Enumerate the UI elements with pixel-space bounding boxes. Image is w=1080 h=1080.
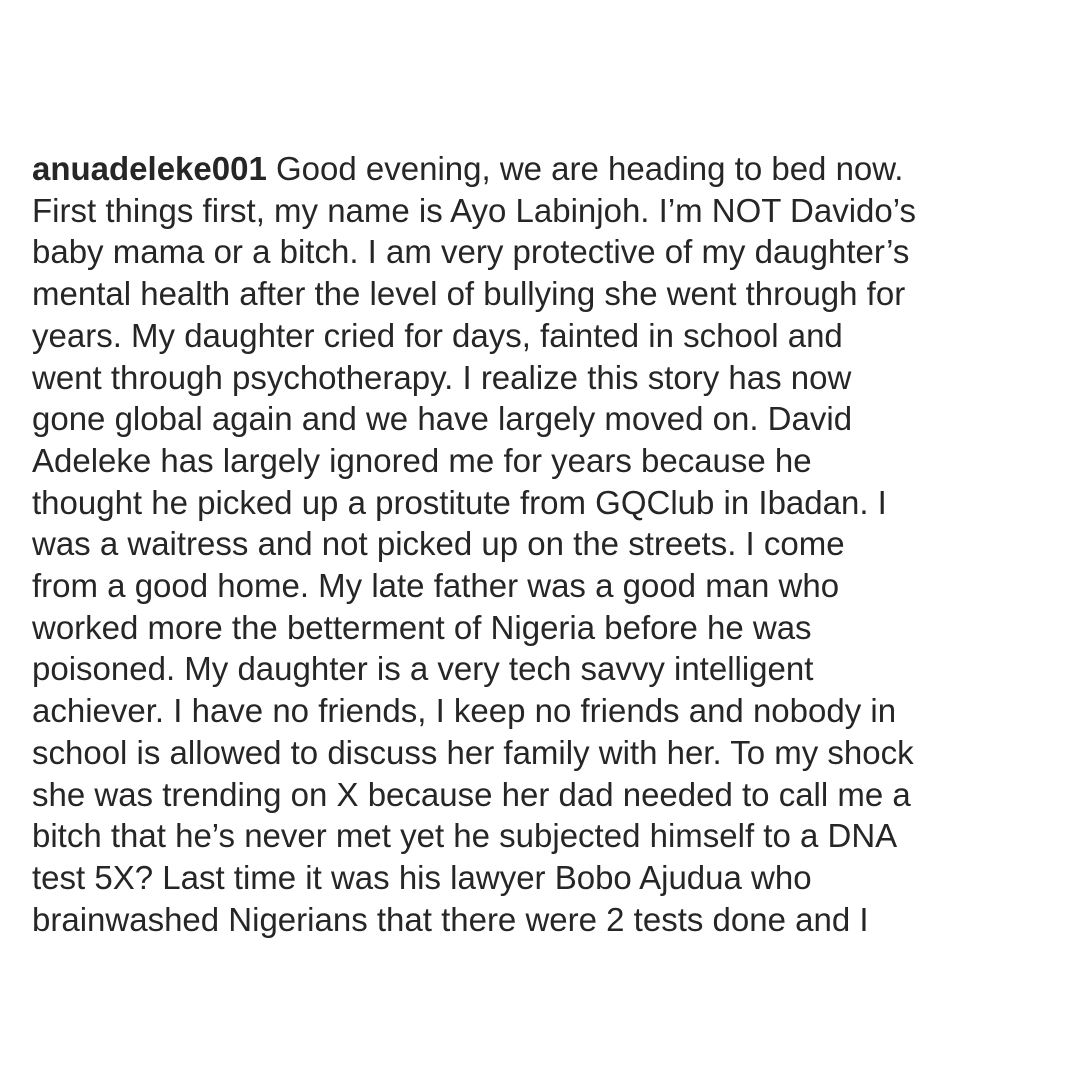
caption-line: gone global again and we have largely moved on. David bbox=[32, 400, 853, 438]
caption-line: from a good home. My late father was a good man who bbox=[32, 567, 840, 605]
caption-line: thought he picked up a prostitute from GQClub in Ibadan. I bbox=[32, 483, 887, 521]
caption-line: achiever. I have no friends, I keep no friends and nobody in bbox=[32, 692, 897, 730]
caption-line: bitch that he’s never met yet he subjected himself to a DNA bbox=[32, 817, 898, 855]
caption-line: baby mama or a bitch. I am very protective of my daughter’s bbox=[32, 233, 910, 271]
caption-line: worked more the betterment of Nigeria before he was bbox=[32, 608, 812, 646]
username-link[interactable]: anuadeleke001 bbox=[32, 150, 267, 187]
post-caption bbox=[32, 148, 1062, 940]
caption-line: poisoned. My daughter is a very tech savvy intelligent bbox=[32, 650, 814, 688]
caption-line: was a waitress and not picked up on the streets. I come bbox=[32, 525, 845, 563]
caption-line: First things first, my name is Ayo Labinjoh. I’m NOT Davido’s bbox=[32, 191, 916, 229]
caption-line: mental health after the level of bullying she went through for bbox=[32, 275, 906, 313]
caption-line: she was trending on X because her dad needed to call me a bbox=[32, 775, 911, 813]
caption-line: years. My daughter cried for days, fainted in school and bbox=[32, 316, 843, 354]
caption-line: test 5X? Last time it was his lawyer Bobo Ajudua who bbox=[32, 858, 812, 896]
caption-line: went through psychotherapy. I realize this story has now bbox=[32, 358, 852, 396]
caption-line: school is allowed to discuss her family with her. To my shock bbox=[32, 733, 914, 771]
caption-line: Adeleke has largely ignored me for years because he bbox=[32, 441, 812, 479]
caption-text: Good evening, we are heading to bed now. bbox=[266, 150, 904, 187]
caption-line: brainwashed Nigerians that there were 2 tests done and I bbox=[32, 900, 869, 938]
caption-line bbox=[32, 148, 1062, 190]
